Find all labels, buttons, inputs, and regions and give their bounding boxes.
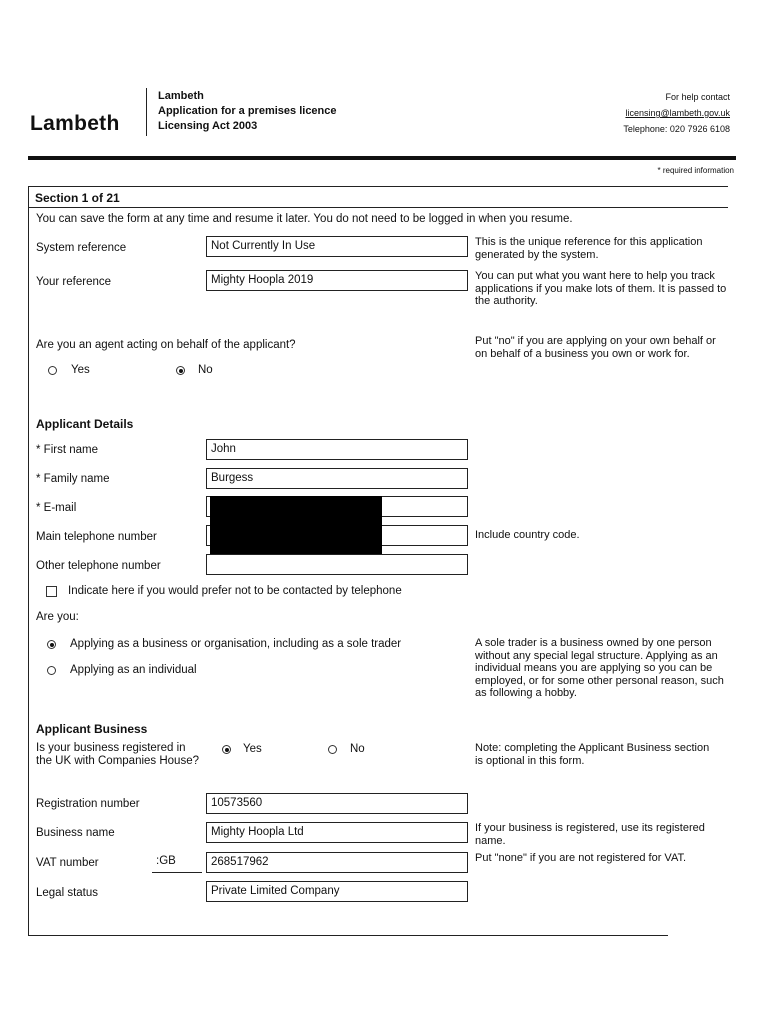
registered-no-radio[interactable] <box>328 745 337 754</box>
no-phone-checkbox[interactable] <box>46 586 57 597</box>
header-divider <box>28 156 736 160</box>
help-phone: Telephone: 020 7926 6108 <box>623 124 730 134</box>
first-name-input[interactable]: John <box>206 439 468 460</box>
redaction-block <box>210 496 382 556</box>
system-reference-input[interactable]: Not Currently In Use <box>206 236 468 257</box>
required-note: * required information <box>657 166 734 175</box>
section-frame-bottom <box>28 935 668 936</box>
reg-number-label: Registration number <box>36 798 140 810</box>
other-phone-label: Other telephone number <box>36 560 161 572</box>
vat-prefix[interactable]: :GB <box>152 852 202 873</box>
registered-question: Is your business registered in the UK with Companies House? <box>36 742 199 767</box>
agent-no-radio[interactable] <box>176 366 185 375</box>
business-radio[interactable] <box>47 640 56 649</box>
help-label: For help contact <box>665 92 730 102</box>
your-reference-input[interactable]: Mighty Hoopla 2019 <box>206 270 468 291</box>
legal-status-label: Legal status <box>36 887 99 899</box>
registered-yes-radio[interactable] <box>222 745 231 754</box>
applicant-business-heading: Applicant Business <box>36 722 148 736</box>
agent-question: Are you an agent acting on behalf of the applicant? <box>36 339 296 351</box>
section-title: Section 1 of 21 <box>28 186 728 208</box>
your-reference-label: Your reference <box>36 276 112 288</box>
business-radio-label: Applying as a business or organisation, including as a sole trader <box>70 638 402 650</box>
system-reference-note: This is the unique reference for this application generated by the system. <box>475 236 703 261</box>
no-phone-label: Indicate here if you would prefer not to be contacted by telephone <box>68 585 402 597</box>
lambeth-logo: Lambeth <box>30 112 120 135</box>
registered-no-label: No <box>350 743 365 755</box>
individual-radio[interactable] <box>47 666 56 675</box>
first-name-label: * First name <box>36 444 98 456</box>
business-name-note: If your business is registered, use its registered name. <box>475 822 705 847</box>
other-phone-input[interactable] <box>206 554 468 575</box>
vat-number-input[interactable]: 268517962 <box>206 852 468 873</box>
vat-label: VAT number <box>36 857 99 869</box>
registered-note: Note: completing the Applicant Business section is optional in this form. <box>475 742 710 767</box>
legal-status-input[interactable]: Private Limited Company <box>206 881 468 902</box>
system-reference-label: System reference <box>36 242 127 254</box>
org-name: Lambeth <box>158 90 204 102</box>
help-email-link[interactable]: licensing@lambeth.gov.uk <box>625 108 730 118</box>
family-name-label: * Family name <box>36 473 110 485</box>
family-name-input[interactable]: Burgess <box>206 468 468 489</box>
agent-no-label: No <box>198 364 213 376</box>
applicant-details-heading: Applicant Details <box>36 417 134 431</box>
agent-yes-radio[interactable] <box>48 366 57 375</box>
act-name: Licensing Act 2003 <box>158 120 258 132</box>
main-phone-note: Include country code. <box>475 529 580 541</box>
individual-radio-label: Applying as an individual <box>70 664 197 676</box>
agent-yes-label: Yes <box>71 364 90 376</box>
business-name-label: Business name <box>36 827 115 839</box>
agent-note: Put "no" if you are applying on your own behalf or on behalf of a business you own or work for. <box>475 335 716 360</box>
form-title: Application for a premises licence <box>158 105 337 117</box>
reg-number-input[interactable]: 10573560 <box>206 793 468 814</box>
are-you-label: Are you: <box>36 611 79 623</box>
your-reference-note: You can put what you want here to help you track applications if you make lots of them. It is passed to the authority. <box>475 270 727 307</box>
section-frame-left <box>28 208 29 936</box>
vat-note: Put "none" if you are not registered for VAT. <box>475 852 687 864</box>
email-label: * E-mail <box>36 502 77 514</box>
registered-yes-label: Yes <box>243 743 262 755</box>
business-name-input[interactable]: Mighty Hoopla Ltd <box>206 822 468 843</box>
applicant-type-note: A sole trader is a business owned by one person without any special legal structure. Applying as an individual means you are applying so you can be employed, or for some other personal reason, such as following a hobby. <box>475 637 724 699</box>
main-phone-label: Main telephone number <box>36 531 157 543</box>
save-intro: You can save the form at any time and resume it later. You do not need to be logged in when you resume. <box>36 213 573 225</box>
